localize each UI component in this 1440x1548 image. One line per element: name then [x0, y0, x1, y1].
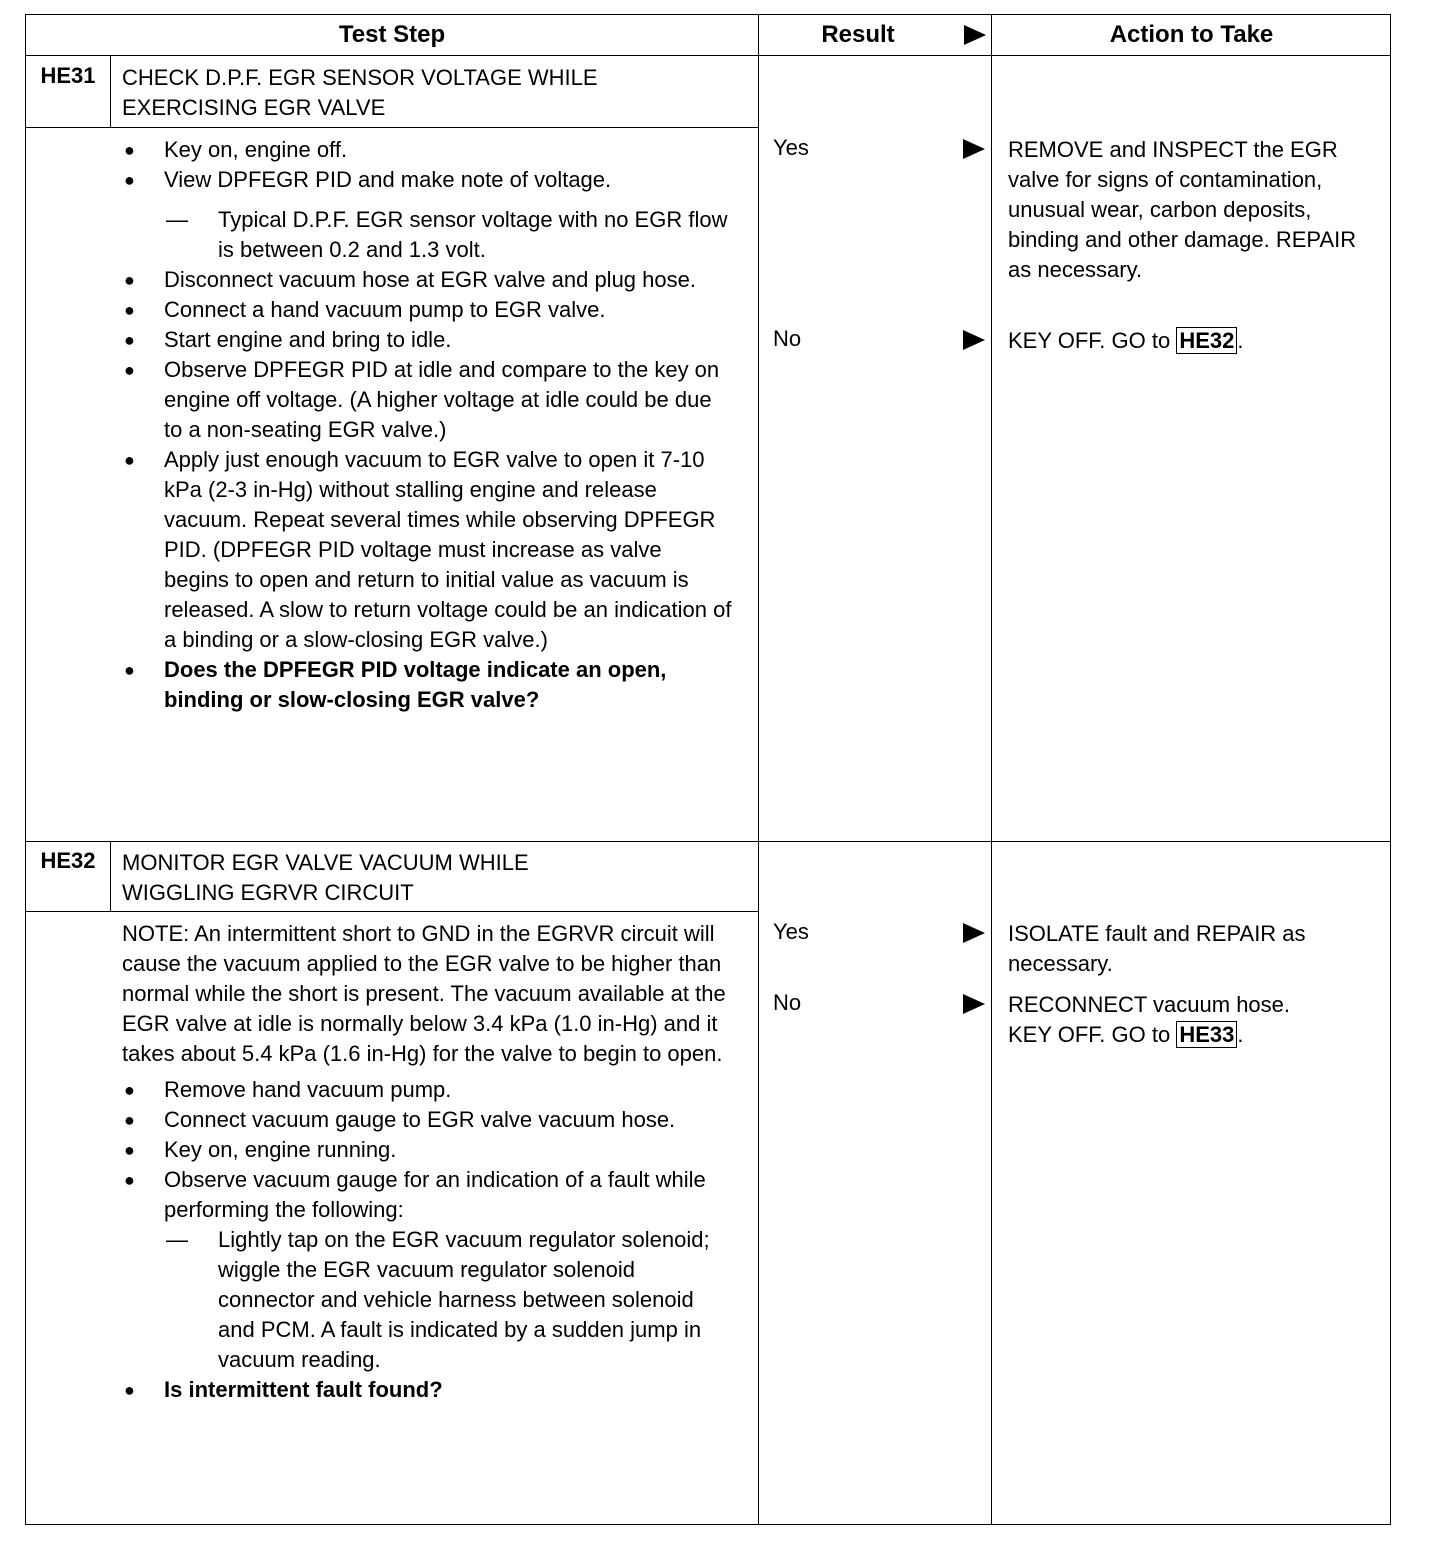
title-line: EXERCISING EGR VALVE [122, 95, 386, 120]
step-list [122, 135, 732, 195]
action-text: RECONNECT vacuum hose. [1008, 992, 1291, 1017]
action-text: . [1237, 1022, 1244, 1047]
action-text [1008, 1020, 1378, 1050]
list-item: ● Observe DPFEGR PID at idle and compare to the key on engine off voltage. (A higher voltage at idle could be due to a non-seating EGR valve.) [122, 355, 732, 445]
sub-item-text: Lightly tap on the EGR vacuum regulator solenoid; wiggle the EGR vacuum regulator solenoid connector and vehicle harness between solenoid and PCM. A fault is indicated by a sudden jump in vacuum reading. [218, 1227, 710, 1372]
list-item: ● Connect vacuum gauge to EGR valve vacuum hose. [122, 1105, 732, 1135]
result-label: No [773, 990, 802, 1015]
step-list [122, 1075, 732, 1225]
title-line: MONITOR EGR VALVE VACUUM WHILE [122, 850, 529, 875]
title-rule [26, 911, 758, 912]
list-item: ● Connect a hand vacuum pump to EGR valve. [122, 295, 732, 325]
header-action: Action to Take [1109, 21, 1274, 48]
title-rule [26, 127, 758, 128]
step-list [122, 1375, 732, 1405]
step-id-he32: HE32 [40, 848, 96, 873]
id-divider [110, 55, 111, 127]
step-title-he31 [122, 63, 598, 123]
title-line: WIGGLING EGRVR CIRCUIT [122, 880, 414, 905]
id-divider [110, 841, 111, 911]
result-yes-he32 [773, 919, 993, 945]
list-item: ● Start engine and bring to idle. [122, 325, 732, 355]
arrow-icon [963, 139, 985, 165]
column-divider [991, 15, 992, 1524]
step-title-he32 [122, 848, 529, 908]
header-result: Result [821, 21, 895, 48]
list-item-question: ● Does the DPFEGR PID voltage indicate an open, binding or slow-closing EGR valve? [122, 655, 732, 715]
step-reference-link[interactable]: HE32 [1176, 327, 1237, 354]
sub-item-text: Typical D.P.F. EGR sensor voltage with no EGR flow is between 0.2 and 1.3 volt. [218, 207, 728, 262]
dash-icon: — [166, 1227, 188, 1252]
step-body-he31 [122, 135, 732, 715]
action-yes-he32: ISOLATE fault and REPAIR as necessary. [1008, 921, 1306, 976]
result-label: Yes [773, 135, 809, 160]
list-item: ● Observe vacuum gauge for an indication of a fault while performing the following: [122, 1165, 732, 1225]
list-item: ● Remove hand vacuum pump. [122, 1075, 732, 1105]
list-item: ● Key on, engine running. [122, 1135, 732, 1165]
list-item-question: ● Is intermittent fault found? [122, 1375, 732, 1405]
action-no-he32 [1008, 990, 1378, 1050]
arrow-icon [963, 923, 985, 949]
action-text: KEY OFF. GO to [1008, 328, 1177, 353]
list-item: ● View DPFEGR PID and make note of voltage. [122, 165, 732, 195]
step-list [122, 265, 732, 715]
list-item: ● Apply just enough vacuum to EGR valve to open it 7-10 kPa (2-3 in-Hg) without stalling engine and release vacuum. Repeat several times while observing DPFEGR PID. (DPFEGR PID voltage must increase as valve begins to open and return to initial value as vacuum is released. A slow to return voltage could be an indication of a binding or a slow-closing EGR valve.) [122, 445, 732, 655]
result-no-he31 [773, 326, 993, 352]
step-id-he31: HE31 [40, 63, 96, 88]
result-no-he32 [773, 990, 993, 1016]
result-label: No [773, 326, 802, 351]
title-line: CHECK D.P.F. EGR SENSOR VOLTAGE WHILE [122, 65, 598, 90]
header-test-step: Test Step [338, 21, 446, 48]
arrow-icon [963, 994, 985, 1020]
action-text: KEY OFF. GO to [1008, 1022, 1177, 1047]
result-label: Yes [773, 919, 809, 944]
header-rule [26, 55, 1390, 56]
step-note: NOTE: An intermittent short to GND in the EGRVR circuit will cause the vacuum applied to the EGR valve to be higher than normal while the short is present. The vacuum available at the EGR valve at idle is normally below 3.4 kPa (1.0 in-Hg) and it takes about 5.4 kPa (1.6 in-Hg) for the valve to begin to open. [122, 921, 726, 1066]
dash-icon: — [166, 207, 188, 232]
action-text: . [1237, 328, 1244, 353]
column-divider [758, 15, 759, 1524]
step-body-he32 [122, 919, 732, 1405]
list-item: ● Disconnect vacuum hose at EGR valve and plug hose. [122, 265, 732, 295]
sub-item [122, 205, 732, 265]
step-rule [26, 841, 1390, 842]
action-yes-he31: REMOVE and INSPECT the EGR valve for signs of contamination, unusual wear, carbon deposits, binding and other damage. REPAIR as necessary. [1008, 137, 1357, 282]
step-reference-link[interactable]: HE33 [1176, 1021, 1237, 1048]
diagnostic-table [25, 14, 1391, 1525]
header-arrow-icon [964, 25, 986, 50]
sub-item [122, 1225, 732, 1375]
list-item: ● Key on, engine off. [122, 135, 732, 165]
result-yes-he31 [773, 135, 993, 161]
arrow-icon [963, 330, 985, 356]
action-no-he31 [1008, 326, 1378, 356]
